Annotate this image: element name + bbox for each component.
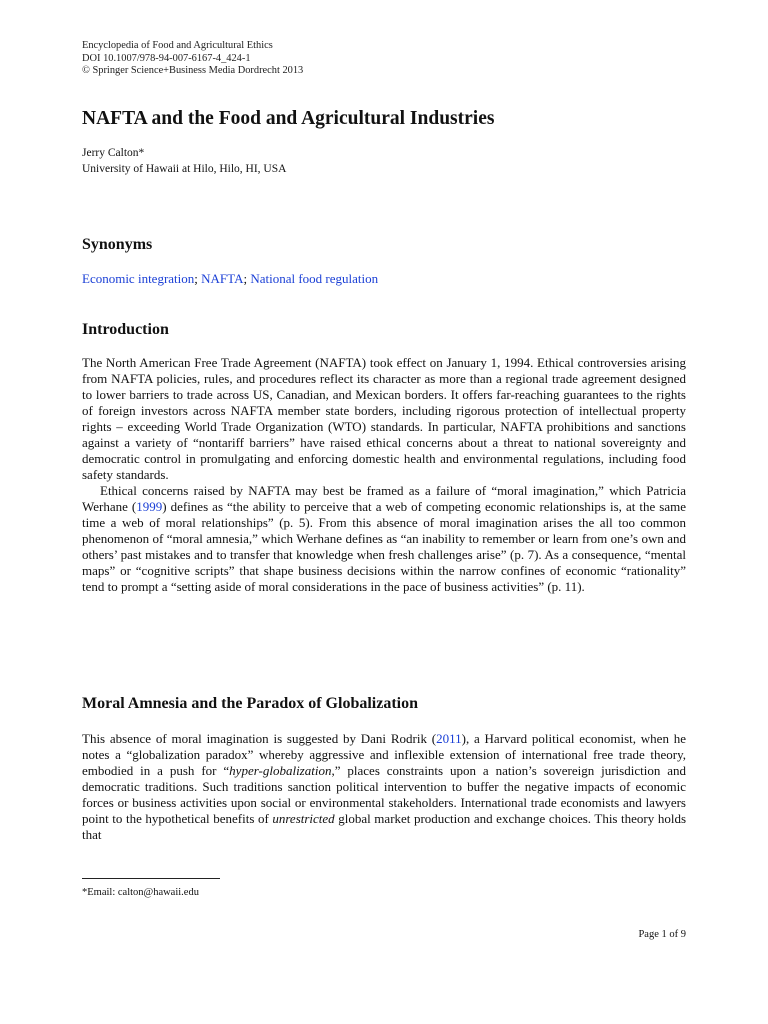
journal-name: Encyclopedia of Food and Agricultural Ethics — [82, 40, 273, 51]
moral-amnesia-paragraph-1 — [82, 731, 686, 843]
text-run: This absence of moral imagination is suggested by Dani Rodrik ( — [82, 731, 437, 746]
introduction-paragraph-2 — [82, 483, 686, 595]
introduction-paragraph-1: The North American Free Trade Agreement (NAFTA) took effect on January 1, 1994. Ethical controversies arising from NAFTA policies, rules, and procedures reflect its character as more than a regional trade agreement designed to lower barriers to trade across US, Canadian, and Mexican borders. It offers far-reaching guarantees to the rights of foreign investors across NAFTA member state borders, including rigorous protection of intellectual property rights – exceeding World Trade Organization (WTO) standards. In particular, NAFTA prohibitions and sanctions against a variety of “nontariff barriers” have raised ethical concerns about a threat to national sovereignty and democratic control in promulgating and enforcing domestic health and environmental regulations, including food safety standards. — [82, 355, 686, 482]
author-affiliation: University of Hawaii at Hilo, Hilo, HI, USA — [82, 163, 287, 175]
synonym-separator: ; — [243, 271, 251, 286]
page-number: Page 1 of 9 — [638, 929, 686, 940]
emphasis-hyper-globalization: hyper-globalization — [229, 763, 332, 778]
introduction-heading: Introduction — [82, 321, 169, 338]
text-run: ) defines as “the ability to perceive that a web of competing economic relationships is, at the same time a web of moral relationships” (p. 5). From this absence of moral imagination arises the all too common phenomenon of “moral amnesia,” which Werhane defines as “an inability to remember or learn from one’s own and others’ past mistakes and to transfer that knowledge when fresh challenges arise” (p. 7). As a consequence, “mental maps” or “cognitive scripts” that shape business decisions within the narrow confines of economic “rationality” tend to prompt a “setting aside of moral considerations in the pace of business activities” (p. 11). — [82, 499, 686, 594]
moral-amnesia-body — [82, 731, 686, 843]
publication-meta — [82, 40, 303, 78]
article-title: NAFTA and the Food and Agricultural Industries — [82, 108, 495, 129]
introduction-body — [82, 355, 686, 595]
synonym-link-nafta[interactable]: NAFTA — [201, 271, 244, 286]
synonym-separator: ; — [194, 271, 202, 286]
text-run: global market production and exchange choices. This theory holds that — [82, 811, 686, 842]
citation-link-2011[interactable]: 2011 — [436, 731, 462, 746]
synonyms-heading: Synonyms — [82, 236, 153, 253]
footnote-email: *Email: calton@hawaii.edu — [82, 887, 199, 898]
text-run: ,” places constraints upon a nation’s sovereign jurisdiction and democratic traditions. Such traditions sanction political intervention to buffer the negative impacts of economic forces or business activities upon social or environmental stakeholders. International trade economists and lawyers point to the hypothetical benefits of — [82, 763, 686, 826]
author-block — [82, 145, 286, 177]
synonym-link-economic-integration[interactable]: Economic integration — [82, 271, 195, 286]
author-name: Jerry Calton* — [82, 147, 145, 159]
synonym-link-national-food-regulation[interactable]: National food regulation — [250, 271, 379, 286]
footnote-divider — [82, 878, 220, 879]
moral-amnesia-heading: Moral Amnesia and the Paradox of Globalization — [82, 695, 418, 712]
emphasis-unrestricted: unrestricted — [272, 811, 335, 826]
text-run: Ethical concerns raised by NAFTA may best be framed as a failure of “moral imagination,” which Patricia Werhane ( — [82, 483, 686, 514]
citation-link-1999[interactable]: 1999 — [136, 499, 163, 514]
copyright: © Springer Science+Business Media Dordrecht 2013 — [82, 65, 304, 77]
text-run: ), a Harvard political economist, when he notes a “globalization paradox” whereby aggressive and inflexible extension of international free trade theory, embodied in a push for “ — [82, 731, 687, 778]
doi: DOI 10.1007/978-94-007-6167-4_424-1 — [82, 52, 251, 64]
synonyms-list — [82, 271, 378, 287]
